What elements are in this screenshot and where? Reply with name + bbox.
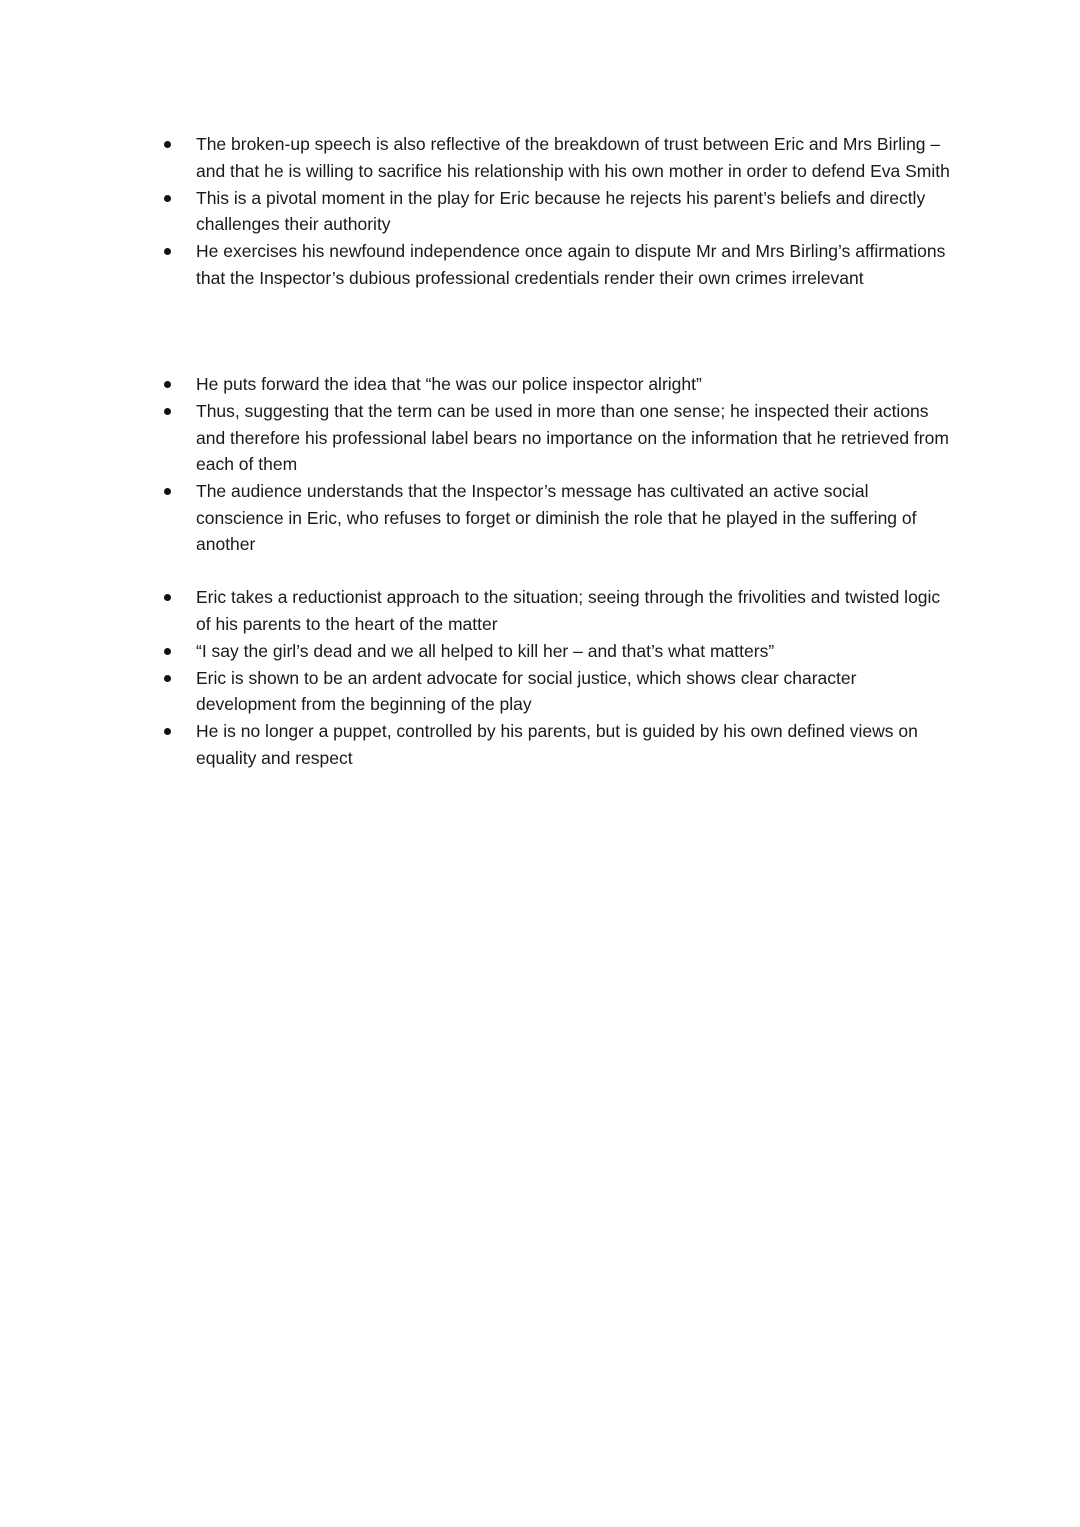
bullet-text: This is a pivotal moment in the play for Eric because he rejects his parent’s beliefs and directly challenges their authority (196, 187, 926, 235)
bullet-icon (164, 408, 171, 415)
bullet-icon (164, 648, 171, 655)
bullet-text: “I say the girl’s dead and we all helped to kill her – and that’s what matters” (196, 640, 775, 661)
list-item (0, 185, 956, 238)
list-item (0, 478, 956, 558)
bullet-icon (164, 195, 171, 202)
bullet-text: The audience understands that the Inspector’s message has cultivated an active social conscience in Eric, who refuses to forget or diminish the role that he played in the suffering of another (196, 481, 917, 555)
bullet-text: Thus, suggesting that the term can be used in more than one sense; he inspected their actions and therefore his professional label bears no importance on the information that he retrieved from each of them (196, 401, 949, 475)
list-item (0, 584, 956, 637)
list-item (0, 131, 956, 184)
bullet-text: He exercises his newfound independence once again to dispute Mr and Mrs Birling’s affirmations that the Inspector’s dubious professional credentials render their own crimes irrelevant (196, 241, 946, 288)
bullet-icon (164, 141, 171, 148)
bullet-list-2 (0, 371, 1080, 558)
bullet-icon (164, 488, 171, 495)
bullet-text: He puts forward the idea that “he was our police inspector alright” (196, 374, 702, 394)
bullet-list-3 (0, 584, 1080, 772)
bullet-icon (164, 594, 171, 601)
list-item (0, 718, 956, 771)
list-item (0, 371, 956, 398)
list-item (0, 638, 956, 665)
list-item (0, 398, 956, 478)
list-item (0, 238, 956, 291)
bullet-icon (164, 728, 171, 735)
list-item (0, 665, 956, 718)
bullet-list-1 (0, 131, 1080, 292)
bullet-icon (164, 248, 171, 255)
bullet-text: He is no longer a puppet, controlled by his parents, but is guided by his own defined views on equality and respect (196, 721, 918, 768)
bullet-text: The broken-up speech is also reflective of the breakdown of trust between Eric and Mrs Birling – and that he is willing to sacrifice his relationship with his own mother in order to defend Eva Smith (196, 134, 950, 181)
bullet-icon (164, 675, 171, 682)
bullet-text: Eric is shown to be an ardent advocate for social justice, which shows clear character development from the beginning of the play (196, 667, 857, 715)
bullet-text: Eric takes a reductionist approach to the situation; seeing through the frivolities and twisted logic of his parents to the heart of the matter (196, 587, 941, 634)
bullet-icon (164, 381, 171, 388)
